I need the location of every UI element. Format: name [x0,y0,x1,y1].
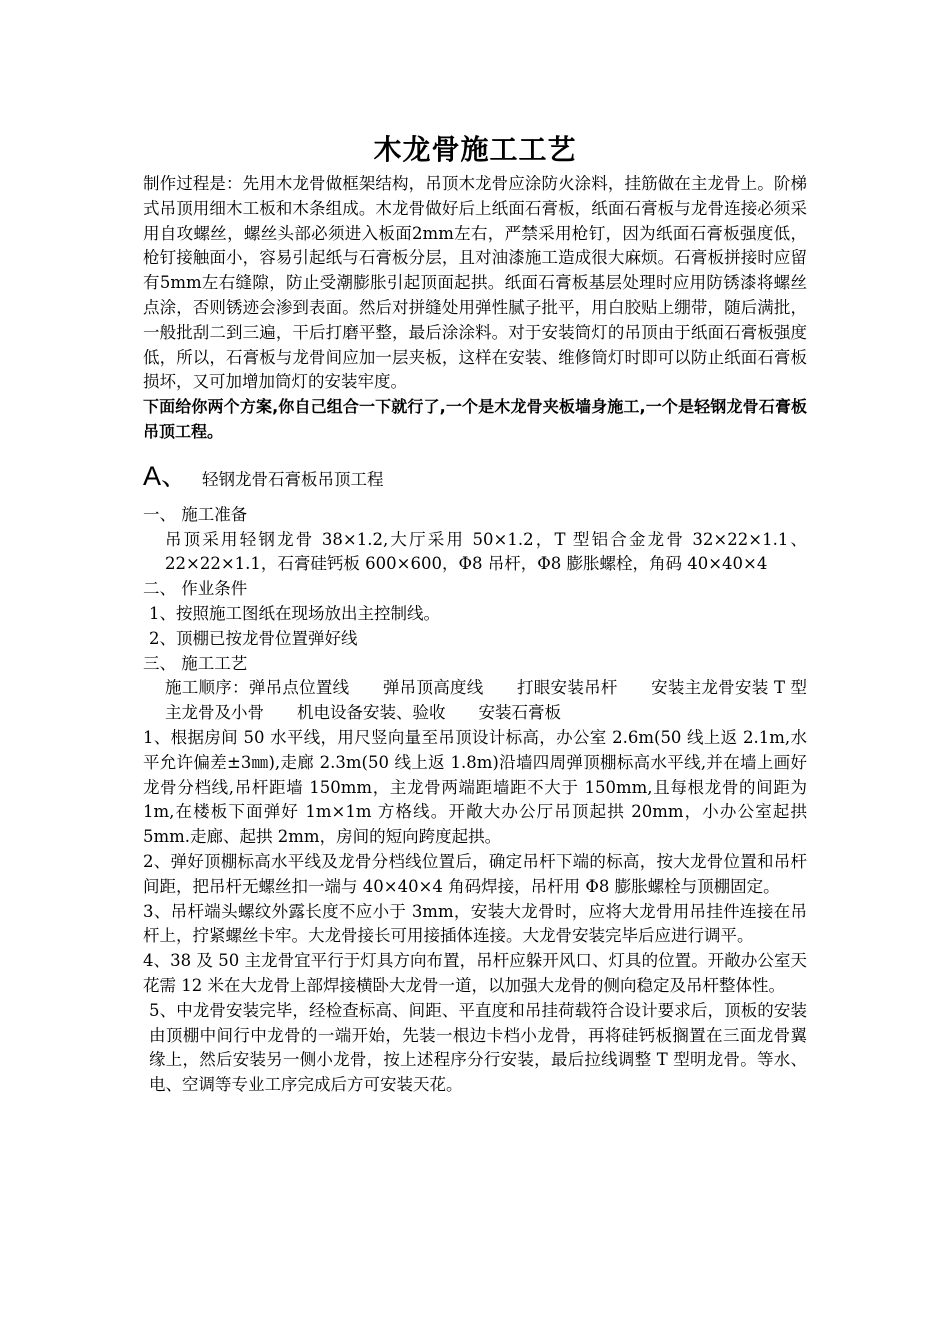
step-5: 5、中龙骨安装完毕，经检查标高、间距、平直度和吊挂荷载符合设计要求后，顶板的安装由顶棚中间行中龙骨的一端开始，先装一根边卡档小龙骨，再将硅钙板搁置在三面龙骨翼缘上，然后安装另一侧小龙骨，按上述程序分行安装，最后拉线调整 T 型明龙骨。等水、电、空调等专业工序完成后方可安装天花。 [149,1000,807,1095]
intro-paragraph: 制作过程是：先用木龙骨做框架结构，吊顶木龙骨应涂防火涂料，挂筋做在主龙骨上。阶梯式吊顶用细木工板和木条组成。木龙骨做好后上纸面石膏板，纸面石膏板与龙骨连接必须采用自攻螺丝，螺丝头部必须进入板面2mm左右，严禁采用枪钉，因为纸面石膏板强度低，枪钉接触面小，容易引起纸与石膏板分层，且对油漆施工造成很大麻烦。石膏板拼接时应留有5mm左右缝隙，防止受潮膨胀引起顶面起拱。纸面石膏板基层处理时应用防锈漆将螺丝点涂，否则锈迹会渗到表面。然后对拼缝处用弹性腻子批平，用白胶贴上绷带，随后满批，一般批刮二到三遍，干后打磨平整，最后涂涂料。对于安装筒灯的吊顶由于纸面石膏板强度低，所以，石膏板与龙骨间应加一层夹板，这样在安装、维修筒灯时即可以防止纸面石膏板损坏，又可加增加筒灯的安装牢度。 [143,174,807,392]
step-1: 1、根据房间 50 水平线，用尺竖向量至吊顶设计标高，办公室 2.6m(50 线上返 2.1m,水平允许偏差±3㎜),走廊 2.3m(50 线上返 1.8m)沿墙四周弹顶棚标高水平线,并在墙上画好龙骨分档线,吊杆距墙 150mm，主龙骨两端距墙距不大于 150mm,且每根龙骨的间距为 1m,在楼板下面弹好 1m×1m 方格线。开敞大办公厅吊顶起拱 20mm，小办公室起拱 5mm.走廊、起拱 2mm，房间的短向跨度起拱。 [143,727,807,847]
document-page [143,130,807,1098]
step-4: 4、38 及 50 主龙骨宜平行于灯具方向布置，吊杆应躲开风口、灯具的位置。开敞办公室天花需 12 米在大龙骨上部焊接横卧大龙骨一道，以加强大龙骨的侧向稳定及吊杆整体性。 [143,951,807,995]
heading-preparation: 一、 施工准备 [143,504,248,524]
section-a-heading [143,459,807,493]
construction-sequence: 施工顺序：弹吊点位置线 弹吊顶高度线 打眼安装吊杆 安装主龙骨安装 T 型主龙骨及小骨 机电设备安装、验收 安装石膏板 [165,678,807,723]
heading-conditions: 二、 作业条件 [143,579,248,599]
step-3: 3、吊杆端头螺纹外露长度不应小于 3mm，安装大龙骨时，应将大龙骨用吊挂件连接在吊杆上，拧紧螺丝卡牢。大龙骨接长可用接插体连接。大龙骨安装完毕后应进行调平。 [143,901,807,946]
section-a-letter: A、 [143,460,189,491]
step-2: 2、弹好顶棚标高水平线及龙骨分档线位置后，确定吊杆下端的标高，按大龙骨位置和吊杆间距，把吊杆无螺丝扣一端与 40×40×4 角码焊接，吊杆用 Φ8 膨胀螺栓与顶棚固定。 [143,851,807,896]
document-title: 木龙骨施工工艺 [373,133,577,166]
section-a-title: 轻钢龙骨石膏板吊顶工程 [202,469,384,489]
heading-process: 三、 施工工艺 [143,653,248,673]
condition-item-1: 1、按照施工图纸在现场放出主控制线。 [149,603,440,623]
condition-item-2: 2、顶棚已按龙骨位置弹好线 [149,628,358,648]
preparation-text: 吊顶采用轻钢龙骨 38×1.2,大厅采用 50×1.2，T 型铝合金龙骨 32×22×1.1、22×22×1.1，石膏硅钙板 600×600，Φ8 吊杆，Φ8 膨胀螺栓，角码 40×40×4 [165,529,807,574]
bold-note: 下面给你两个方案,你自己组合一下就行了,一个是木龙骨夹板墙身施工,一个是轻钢龙骨石膏板吊顶工程。 [143,397,807,441]
